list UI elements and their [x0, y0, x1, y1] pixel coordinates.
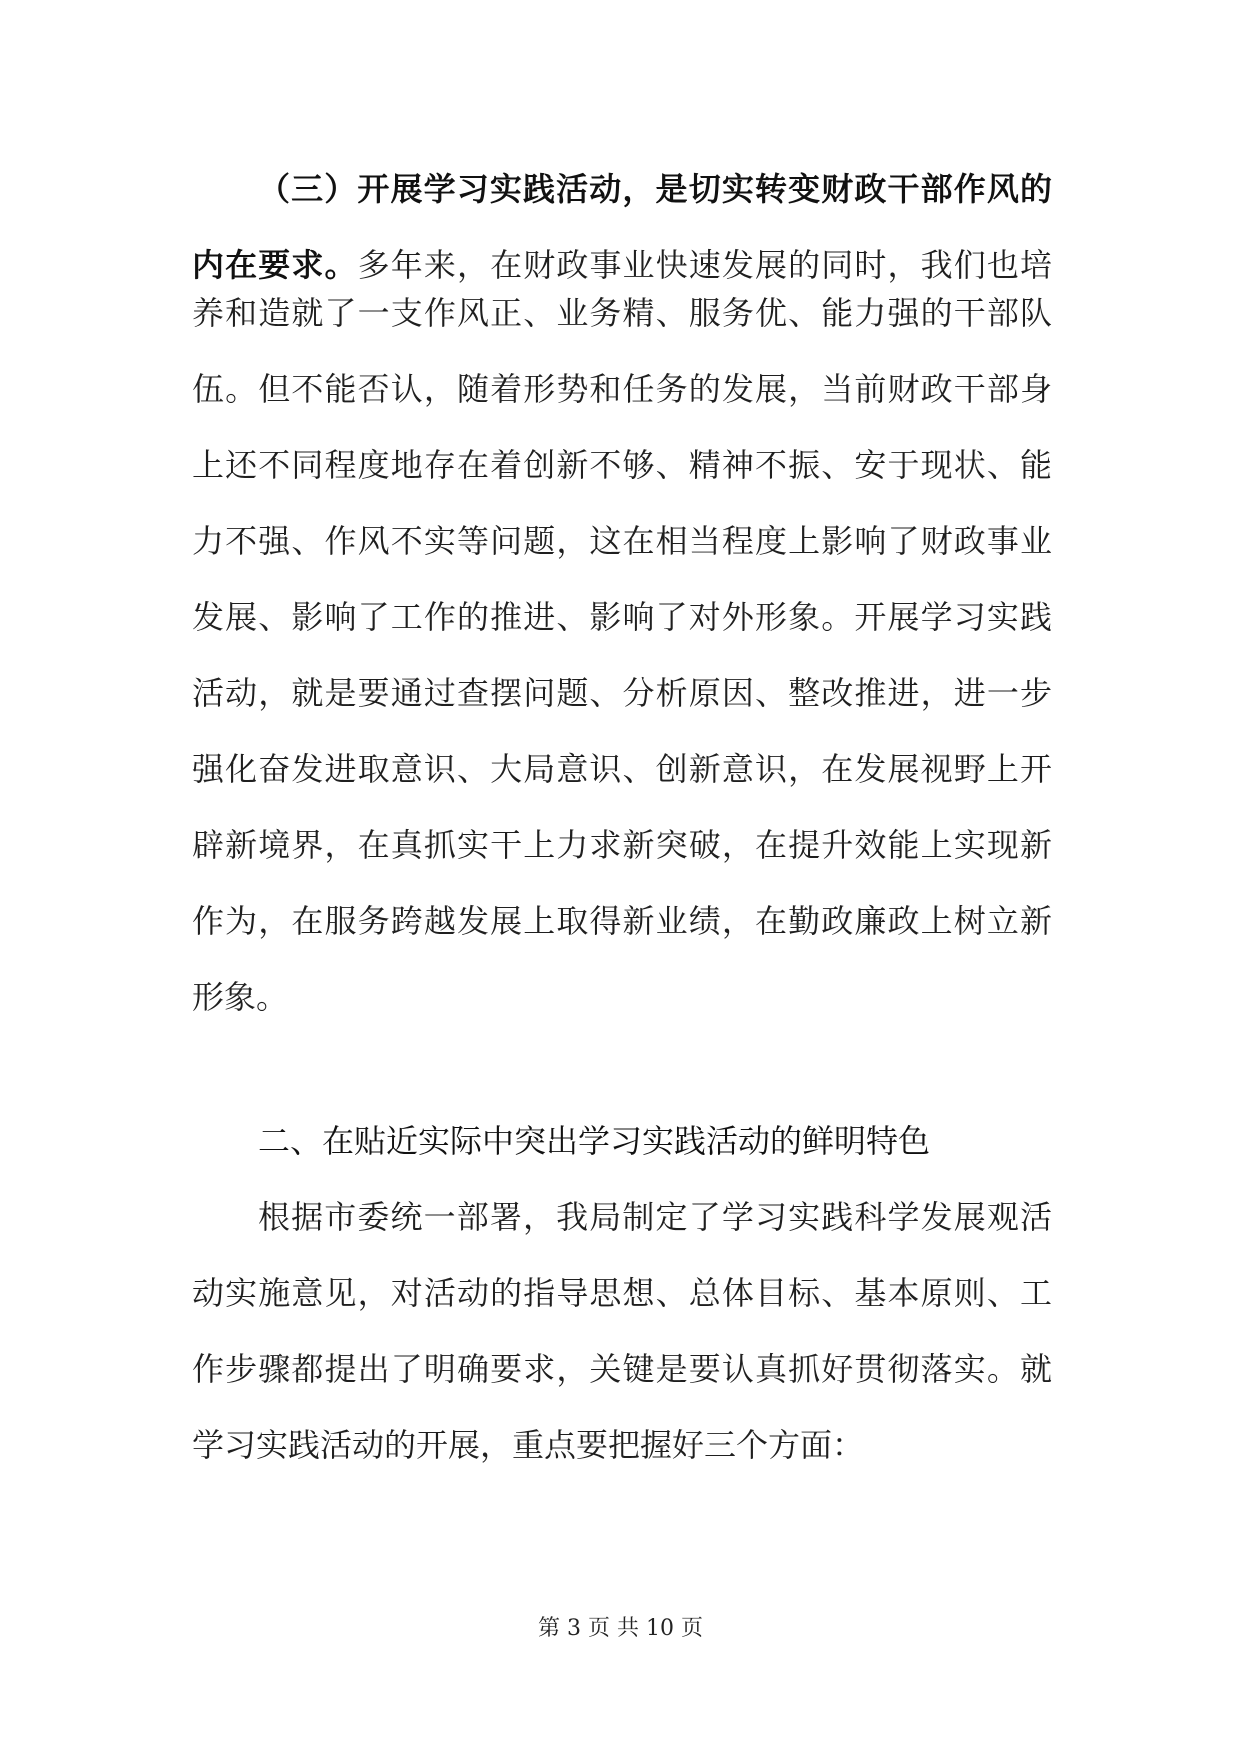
paragraph-line-wrap: [192, 674, 1052, 712]
paragraph-line: 活动，就是要通过查摆问题、分析原因、整改推进，进一步: [192, 674, 1052, 712]
paragraph-line: 辟新境界，在真抓实干上力求新突破，在提升效能上实现新: [192, 826, 1052, 864]
paragraph-line: 根据市委统一部署，我局制定了学习实践科学发展观活: [258, 1198, 1052, 1236]
paragraph-line: 学习实践活动的开展，重点要把握好三个方面：: [192, 1426, 865, 1464]
bold-run: 内在要求。: [192, 246, 358, 284]
paragraph-line: 作为，在服务跨越发展上取得新业绩，在勤政廉政上树立新: [192, 902, 1052, 940]
paragraph-line-wrap: [192, 978, 1052, 1016]
paragraph-line: [192, 246, 1052, 284]
paragraph-line-wrap: [192, 446, 1052, 484]
paragraph-line: 力不强、作风不实等问题，这在相当程度上影响了财政事业: [192, 522, 1052, 560]
paragraph-line-wrap: [192, 522, 1052, 560]
paragraph-line-wrap: [192, 1274, 1052, 1312]
paragraph-line-wrap: [192, 598, 1052, 636]
paragraph-line-wrap: [192, 370, 1052, 408]
page-number-footer: 第 3 页 共 10 页: [538, 1616, 703, 1641]
paragraph-section-3-body: [192, 294, 1052, 332]
paragraph-line: 强化奋发进取意识、大局意识、创新意识，在发展视野上开: [192, 750, 1052, 788]
paragraph-section-2-body: [192, 1198, 1052, 1236]
paragraph-line-wrap: [192, 750, 1052, 788]
text-run: 多年来，在财政事业快速发展的同时，我们也培: [357, 246, 1052, 284]
paragraph-line-wrap: [192, 1350, 1052, 1388]
paragraph-line: 伍。但不能否认，随着形势和任务的发展，当前财政干部身: [192, 370, 1052, 408]
paragraph-line: 动实施意见，对活动的指导思想、总体目标、基本原则、工: [192, 1274, 1052, 1312]
section-heading: 二、在贴近实际中突出学习实践活动的鲜明特色: [258, 1122, 931, 1160]
paragraph-section-3: [192, 170, 1052, 284]
paragraph-line: 作步骤都提出了明确要求，关键是要认真抓好贯彻落实。就: [192, 1350, 1052, 1388]
paragraph-line-wrap: [192, 902, 1052, 940]
paragraph-line-wrap: [192, 1426, 1052, 1464]
paragraph-line: 上还不同程度地存在着创新不够、精神不振、安于现状、能: [192, 446, 1052, 484]
paragraph-line: 养和造就了一支作风正、业务精、服务优、能力强的干部队: [192, 294, 1052, 332]
paragraph-line: 形象。: [192, 978, 289, 1016]
paragraph-line-wrap: [192, 826, 1052, 864]
paragraph-line: （三）开展学习实践活动，是切实转变财政干部作风的: [258, 170, 1052, 208]
paragraph-line: 发展、影响了工作的推进、影响了对外形象。开展学习实践: [192, 598, 1052, 636]
